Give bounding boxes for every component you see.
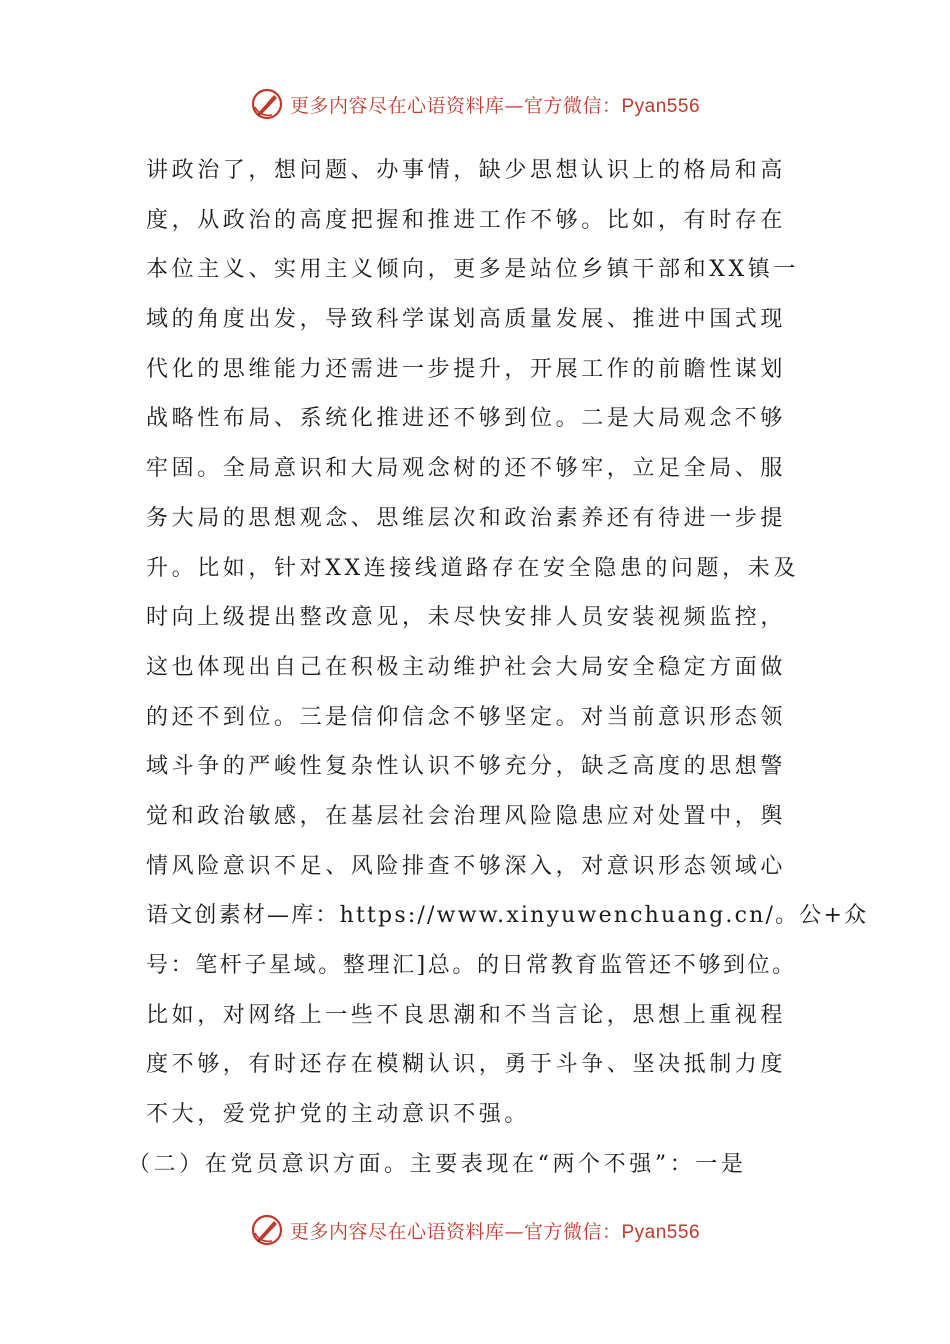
body-line: 时向上级提出整改意见，未尽快安排人员安装视频监控，	[146, 605, 787, 631]
header-watermark	[0, 84, 950, 124]
body-line: 本位主义、实用主义倾向，更多是站位乡镇干部和XX镇一	[146, 257, 799, 283]
footer-watermark	[0, 1210, 950, 1250]
body-line: 情风险意识不足、风险排查不够深入，对意识形态领域心	[146, 853, 787, 879]
body-line: 域的角度出发，导致科学谋划高质量发展、推进中国式现	[146, 307, 787, 333]
body-line: 牢固。全局意识和大局观念树的还不够牢，立足全局、服	[146, 456, 787, 482]
body-line: 代化的思维能力还需进一步提升，开展工作的前瞻性谋划	[146, 356, 787, 382]
body-line: 不大，爱党护党的主动意识不强。	[146, 1102, 531, 1128]
document-body	[128, 146, 869, 1189]
body-line: 语文创素材—库：https://www.xinyuwenchuang.cn/。公+众	[146, 903, 869, 929]
body-line: 域斗争的严峻性复杂性认识不够充分，缺乏高度的思想警	[146, 754, 787, 780]
watermark-text	[290, 1217, 700, 1244]
pen-circle-logo-icon	[250, 87, 284, 121]
body-line: 觉和政治敏感，在基层社会治理风险隐患应对处置中，舆	[146, 803, 787, 829]
body-line: 升。比如，针对XX连接线道路存在安全隐患的问题，未及	[146, 555, 799, 581]
body-line: 号：笔杆子星域。整理汇]总。的日常教育监管还不够到位。	[146, 953, 797, 978]
body-line: 务大局的思想观念、思维层次和政治素养还有待进一步提	[146, 505, 787, 531]
watermark-label: 更多内容尽在心语资料库—官方微信：	[289, 1220, 622, 1243]
watermark-account: Pyan556	[621, 95, 701, 117]
watermark-label: 更多内容尽在心语资料库—官方微信：	[289, 94, 622, 117]
body-line: 比如，对网络上一些不良思潮和不当言论，思想上重视程	[146, 1002, 787, 1028]
body-line: 的还不到位。三是信仰信念不够坚定。对当前意识形态领	[146, 704, 787, 730]
watermark-text	[290, 91, 700, 118]
body-line: 度，从政治的高度把握和推进工作不够。比如，有时存在	[146, 207, 787, 233]
body-line: （二）在党员意识方面。主要表现在“两个不强”：一是	[128, 1151, 747, 1177]
body-line: 讲政治了，想问题、办事情，缺少思想认识上的格局和高	[146, 158, 787, 183]
watermark-account: Pyan556	[621, 1221, 701, 1243]
body-line: 度不够，有时还存在模糊认识，勇于斗争、坚决抵制力度	[146, 1052, 787, 1078]
body-line: 这也体现出自己在积极主动维护社会大局安全稳定方面做	[146, 654, 787, 680]
pen-circle-logo-icon	[250, 1213, 284, 1247]
body-line: 战略性布局、系统化推进还不够到位。二是大局观念不够	[146, 406, 787, 432]
